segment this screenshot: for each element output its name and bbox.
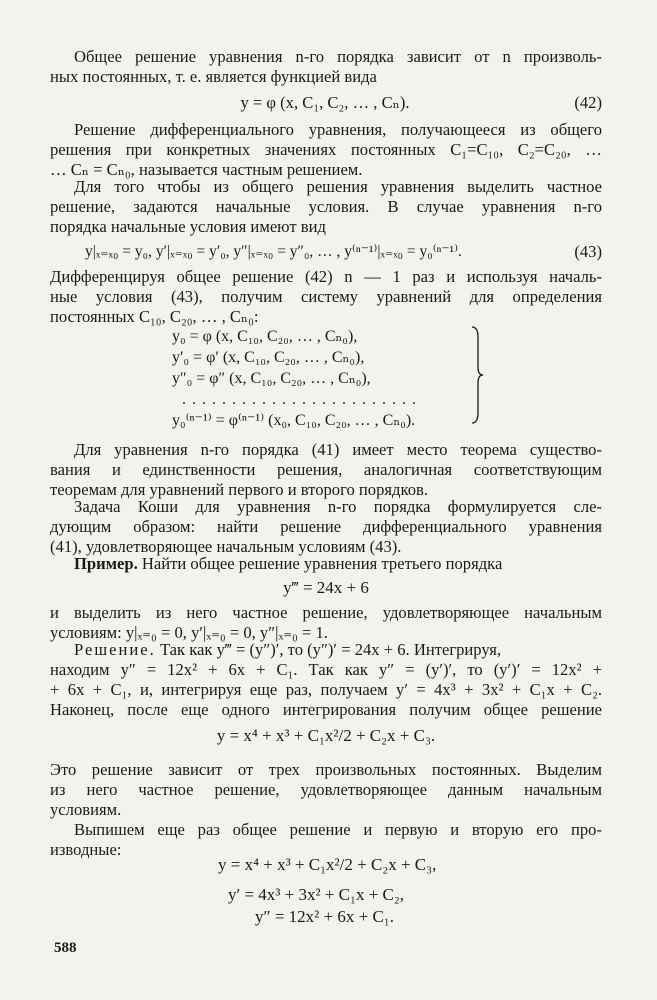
- text-line: изводные:: [50, 840, 122, 859]
- right-brace: [470, 325, 484, 425]
- system-equation: y₀⁽ⁿ⁻¹⁾ = φ⁽ⁿ⁻¹⁾ (x₀, C₁₀, C₂₀, … , Cₙ₀).: [172, 412, 416, 429]
- example-line: [74, 554, 602, 574]
- general-solution: y = x⁴ + x³ + C₁x²/2 + C₂x + C₃.: [216, 726, 436, 745]
- text-line: решения при конкретных значениях постоянных C₁=C₁₀, C₂=C₂₀, …: [50, 140, 602, 159]
- text-line: решение, задаются начальные условия. В случае уравнения n-го: [50, 197, 602, 216]
- solution-line: [74, 640, 602, 660]
- text-line: ных постоянных, т. е. является функцией вида: [50, 67, 377, 86]
- text-line: дующим образом: найти решение дифференциального уравнения: [50, 517, 602, 536]
- text-line: вания и единственности решения, аналогичная соответствующим: [50, 460, 602, 479]
- equation-43: y|ₓ₌ₓ₀ = y₀, y′|ₓ₌ₓ₀ = y′₀, y″|ₓ₌ₓ₀ = y″₀, … , y⁽ⁿ⁻¹⁾|ₓ₌ₓ₀ = y₀⁽ⁿ⁻¹⁾.: [85, 243, 462, 260]
- solution-label: Решение.: [74, 640, 156, 659]
- text-line: Наконец, после еще одного интегрирования получим общее решение: [50, 700, 602, 719]
- text-line: находим y″ = 12x² + 6x + C₁. Так как y″ = (y′)′, то (y′)′ = 12x² +: [50, 660, 602, 679]
- text-line: Для уравнения n-го порядка (41) имеет место теорема существо-: [74, 440, 602, 459]
- text-line: Для того чтобы из общего решения уравнения выделить частное: [74, 177, 602, 196]
- equation-number: (42): [574, 93, 602, 112]
- text-line: Дифференцируя общее решение (42) n — 1 раз и используя началь-: [50, 267, 602, 286]
- example-equation: y‴ = 24x + 6: [283, 578, 369, 597]
- text-line: и выделить из него частное решение, удовлетворяющее начальным: [50, 603, 602, 622]
- text-line: условиям.: [50, 800, 122, 819]
- text-line: ные условия (43), получим систему уравнений для определения: [50, 287, 602, 306]
- text-line: из него частное решение, удовлетворяющее данным начальным: [50, 780, 602, 799]
- system-equation: y″₀ = φ″ (x, C₁₀, C₂₀, … , Cₙ₀),: [172, 370, 371, 387]
- text-line: + 6x + C₁, и, интегрируя еще раз, получаем y′ = 4x³ + 3x² + C₁x + C₂.: [50, 680, 602, 699]
- system-equation: y₀ = φ (x, C₁₀, C₂₀, … , Cₙ₀),: [172, 328, 358, 345]
- system-dots: . . . . . . . . . . . . . . . . . . . . . . . .: [182, 391, 417, 408]
- text-line: Это решение зависит от трех произвольных постоянных. Выделим: [50, 760, 602, 779]
- text-line: постоянных C₁₀, C₂₀, … , Cₙ₀:: [50, 307, 259, 326]
- text-line: теоремам для уравнений первого и второго порядков.: [50, 480, 428, 499]
- page-number: 588: [54, 940, 77, 956]
- text-line: Решение дифференциального уравнения, получающееся из общего: [74, 120, 602, 139]
- text-line: порядка начальные условия имеют вид: [50, 217, 326, 236]
- text-line: (41), удовлетворяющее начальным условиям (43).: [50, 537, 402, 556]
- equation-number: (43): [574, 242, 602, 261]
- system-equation: y′₀ = φ′ (x, C₁₀, C₂₀, … , Cₙ₀),: [172, 349, 365, 366]
- final-equation: y′ = 4x³ + 3x² + C₁x + C₂,: [228, 885, 405, 904]
- final-equation: y = x⁴ + x³ + C₁x²/2 + C₂x + C₃,: [218, 855, 437, 874]
- text-line: Общее решение уравнения n-го порядка зависит от n произволь-: [74, 47, 602, 66]
- text-line: Задача Коши для уравнения n-го порядка формулируется сле-: [74, 497, 602, 516]
- equation-42: y = φ (x, C₁, C₂, … , Cₙ).: [240, 93, 410, 112]
- text-line: Выпишем еще раз общее решение и первую и вторую его про-: [74, 820, 602, 839]
- example-text: Найти общее решение уравнения третьего порядка: [137, 554, 503, 573]
- text-line: … Cₙ = Cₙ₀, называется частным решением.: [50, 160, 363, 179]
- solution-text: Так как y‴ = (y″)′, то (y″)′ = 24x + 6. Интегрируя,: [155, 640, 502, 659]
- text-line: условиям: y|ₓ₌₀ = 0, y′|ₓ₌₀ = 0, y″|ₓ₌₀ = 1.: [50, 623, 328, 642]
- final-equation: y″ = 12x² + 6x + C₁.: [255, 907, 394, 926]
- example-label: Пример.: [74, 554, 138, 573]
